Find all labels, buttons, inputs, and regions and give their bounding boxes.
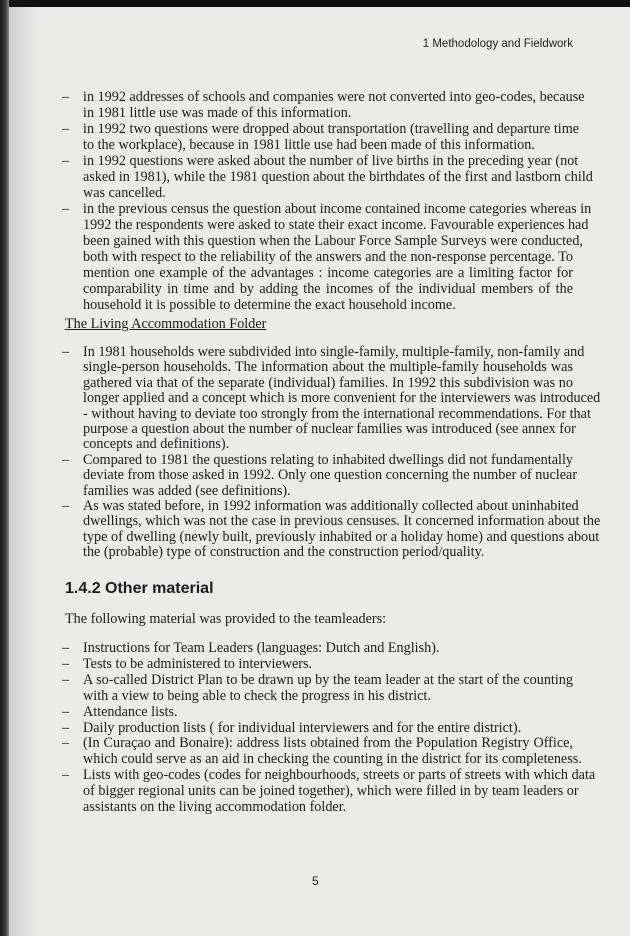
text-line: in 1992 addresses of schools and companies were not converted into geo-codes, because: [83, 89, 585, 105]
list-item: [62, 153, 593, 201]
text-line: purpose a question about the number of nuclear families was introduced (see annex for: [83, 421, 576, 438]
text-line: was cancelled.: [83, 185, 166, 201]
list-item: [62, 735, 582, 768]
scan-top-edge: [0, 0, 630, 7]
text-line: Compared to 1981 the questions relating to inhabited dwellings did not fundamentally: [83, 451, 573, 468]
scan-binding-edge: [0, 0, 9, 936]
list-item: [62, 641, 573, 657]
text-line: - without having to deviate too strongly from the international recommendations. For that: [83, 405, 591, 422]
bullet-dash: –: [62, 703, 70, 720]
text-line: A so-called District Plan to be drawn up by the team leader at the start of the counting: [83, 671, 573, 688]
page-number: 5: [312, 874, 319, 888]
text-line: As was stated before, in 1992 information was additionally collected about uninhabited: [83, 498, 579, 515]
page-gutter-shadow: [9, 7, 39, 936]
bullet-dash: –: [62, 344, 70, 360]
text-line: deviate from those asked in 1992. Only one question concerning the number of nuclear: [83, 467, 578, 484]
text-line: type of dwelling (newly built, previously inhabited or a holiday home) and questions about: [83, 528, 600, 545]
text-line: of bigger regional units can be joined together), which were filled in by team leaders or: [83, 783, 579, 800]
living-accommodation-list: [62, 344, 601, 561]
list-item: [62, 201, 592, 313]
text-line: dwellings, which was not the case in previous censuses. It concerned information about the: [83, 513, 601, 530]
text-line: in the previous census the question about income contained income categories whereas in: [83, 201, 592, 217]
bullet-dash: –: [62, 655, 70, 672]
text-line: in 1981 little use was made of this information.: [83, 105, 352, 121]
text-line: to the workplace), because in 1981 little use had been made of this information.: [83, 137, 535, 153]
text-line: the (probable) type of construction and the construction period/quality.: [83, 544, 485, 561]
text-line: which could serve as an aid in checking the counting in the district for its completeness.: [83, 751, 582, 768]
text-line: Tests to be administered to interviewers.: [83, 655, 313, 672]
text-line: both with respect to the reliability of the answers and the non-response percentage. To: [83, 249, 573, 265]
text-line: in 1992 two questions were dropped about transportation (travelling and departure time: [83, 121, 580, 137]
section-heading: 1.4.2 Other material: [65, 580, 214, 597]
bullet-dash: –: [62, 451, 70, 468]
text-line: families was added (see definitions).: [83, 482, 291, 499]
list-item: [62, 673, 573, 705]
list-item: [62, 344, 601, 453]
other-material-list: [62, 640, 596, 816]
subheading-living-accommodation-folder: The Living Accommodation Folder: [65, 316, 267, 332]
text-line: gathered via that of the separate (individual) families. In 1992 this subdivision was no: [83, 374, 573, 391]
bullet-dash: –: [62, 498, 70, 515]
text-line: comparability in time and by adding the incomes of the individual members of the: [83, 281, 573, 297]
text-line: longer applied and a concept which is more convenient for the interviewers was introduced: [83, 390, 601, 407]
text-line: Lists with geo-codes (codes for neighbourhoods, streets or parts of streets with which data: [83, 767, 596, 784]
text-line: single-person households. The information about the multiple-family households was: [83, 359, 573, 376]
running-header: 1 Methodology and Fieldwork: [422, 38, 573, 50]
bullet-dash: –: [62, 153, 70, 169]
list-item: [62, 498, 601, 561]
bullet-dash: –: [62, 735, 70, 752]
bullet-dash: –: [62, 89, 70, 105]
text-line: Daily production lists ( for individual interviewers and for the entire district).: [83, 719, 522, 736]
text-line: assistants on the living accommodation folder.: [83, 799, 347, 816]
intro-paragraph: The following material was provided to the teamleaders:: [65, 611, 387, 627]
bullet-dash: –: [62, 671, 70, 688]
list-item: [62, 121, 580, 153]
text-line: 1992 the respondents were asked to state their exact income. Favourable experiences had: [83, 217, 589, 233]
text-line: been gained with this question when the Labour Force Sample Surveys were conducted,: [83, 233, 583, 249]
list-item: [62, 657, 573, 673]
list-item: [62, 705, 573, 721]
text-line: Attendance lists.: [83, 703, 178, 720]
list-item: [62, 89, 585, 121]
bullet-dash: –: [62, 767, 70, 784]
text-line: Instructions for Team Leaders (languages: Dutch and English).: [83, 640, 440, 656]
text-line: asked in 1981), while the 1981 question about the birthdates of the first and lastborn child: [83, 169, 593, 185]
bullet-dash: –: [62, 640, 70, 656]
bullet-dash: –: [62, 201, 70, 217]
bullet-dash: –: [62, 719, 70, 736]
text-line: with a view to being able to check the progress in his district.: [83, 687, 431, 704]
bullet-dash: –: [62, 121, 70, 137]
text-line: household it is possible to determine the exact household income.: [83, 297, 456, 313]
text-line: (In Curaçao and Bonaire): address lists obtained from the Population Registry Office,: [83, 735, 573, 752]
list-item: [62, 767, 596, 816]
list-item: [62, 451, 578, 499]
text-line: mention one example of the advantages : income categories are a limiting factor for: [83, 265, 573, 281]
text-line: in 1992 questions were asked about the number of live births in the preceding year (not: [83, 153, 579, 169]
text-line: concepts and definitions).: [83, 436, 230, 453]
text-line: In 1981 households were subdivided into single-family, multiple-family, non-family and: [83, 344, 585, 360]
census-changes-list: [62, 89, 593, 313]
list-item: [62, 721, 573, 737]
